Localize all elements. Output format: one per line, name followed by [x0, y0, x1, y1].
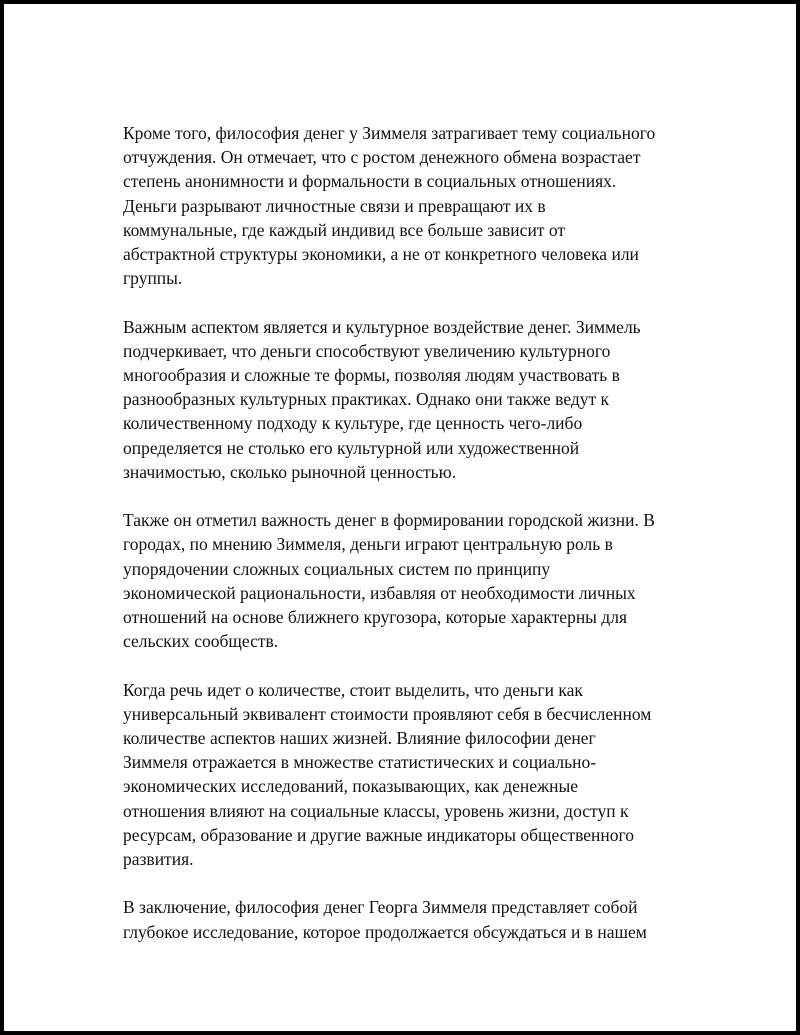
text-line: количественному подходу к культуре, где ценность чего-либо: [123, 413, 583, 434]
paragraph-cultural-impact: [123, 315, 693, 484]
text-line: Важным аспектом является и культурное воздействие денег. Зиммель: [123, 316, 641, 337]
text-line: отношения влияют на социальные классы, уровень жизни, доступ к: [123, 800, 629, 821]
text-line: значимостью, сколько рыночной ценностью.: [123, 461, 457, 482]
text-line: многообразия и сложные те формы, позволяя людям участвовать в: [123, 365, 620, 386]
text-line: упорядочении сложных социальных систем по принципу: [123, 558, 551, 579]
text-line: Кроме того, философия денег у Зиммеля затрагивает тему социального: [123, 123, 656, 143]
text-line: коммунальные, где каждый индивид все больше зависит от: [123, 219, 565, 240]
text-line: определяется не столько его культурной или художественной: [123, 437, 580, 458]
text-line: группы.: [123, 268, 183, 289]
text-line: Также он отметил важность денег в формировании городской жизни. В: [123, 510, 655, 531]
text-line: сельских сообществ.: [123, 631, 279, 652]
text-line: Деньги разрывают личностные связи и превращают их в: [123, 195, 546, 216]
text-line: абстрактной структуры экономики, а не от конкретного человека или: [123, 244, 639, 265]
text-line: разнообразных культурных практиках. Однако они также ведут к: [123, 389, 610, 410]
text-line: Когда речь идет о количестве, стоит выделить, что деньги как: [123, 679, 583, 700]
text-line: глубокое исследование, которое продолжается обсуждаться и в нашем: [123, 921, 647, 942]
text-line: В заключение, философия денег Георга Зиммеля представляет собой: [123, 897, 638, 918]
paragraph-urban-life: [123, 508, 693, 653]
text-line: Зиммеля отражается в множестве статистических и социально-: [123, 752, 597, 773]
text-line: ресурсам, образование и другие важные индикаторы общественного: [123, 824, 634, 845]
text-line: отчуждения. Он отмечает, что с ростом денежного обмена возрастает: [123, 147, 641, 168]
text-line: количестве аспектов наших жизней. Влияние философии денег: [123, 728, 596, 749]
text-line: экономической рациональности, избавляя от необходимости личных: [123, 582, 636, 603]
paragraph-social-alienation: [123, 121, 693, 290]
text-line: универсальный эквивалент стоимости проявляют себя в бесчисленном: [123, 703, 652, 724]
paragraph-quantity-aspects: [123, 678, 693, 872]
text-line: экономических исследований, показывающих, как денежные: [123, 776, 578, 797]
document-body: [123, 121, 693, 968]
text-line: городах, по мнению Зиммеля, деньги играют центральную роль в: [123, 534, 613, 555]
text-line: развития.: [123, 849, 194, 870]
paragraph-conclusion: [123, 895, 693, 943]
text-line: степень анонимности и формальности в социальных отношениях.: [123, 171, 617, 192]
text-line: подчеркивает, что деньги способствуют увеличению культурного: [123, 340, 611, 361]
text-line: отношений на основе ближнего кругозора, которые характерны для: [123, 607, 627, 628]
